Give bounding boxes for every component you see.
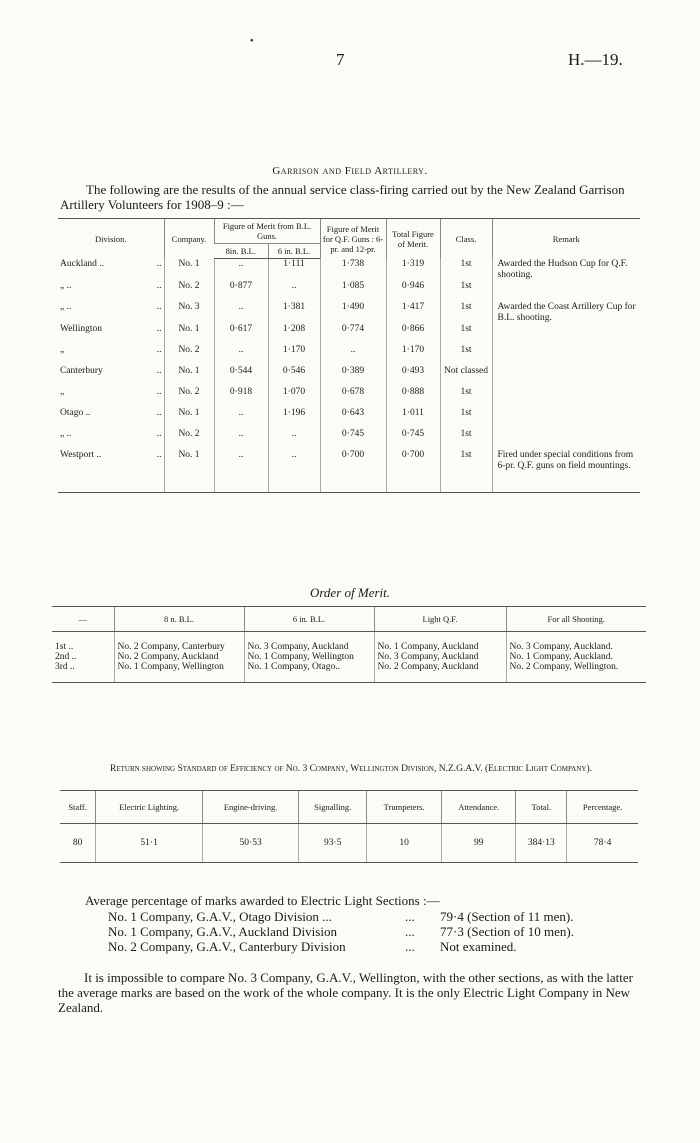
return-col-header: Attendance.: [442, 791, 516, 824]
leader-dots: ...: [405, 909, 415, 924]
qf-cell: ..: [320, 345, 386, 366]
return-value-cell: 99: [442, 824, 516, 863]
leader-dots: ..: [156, 407, 162, 418]
return-col-header: Percentage.: [567, 791, 638, 824]
table-row: [58, 324, 640, 345]
division-name: Wellington: [60, 323, 102, 334]
qf-cell: 0·389: [320, 366, 386, 387]
averages-title: Average percentage of marks awarded to Electric Light Sections :—: [85, 893, 440, 908]
table-row: [58, 366, 640, 387]
page-number: 7: [336, 50, 345, 69]
qf-cell: 0·700: [320, 450, 386, 493]
division-name: Auckland ..: [60, 258, 105, 269]
company-cell: No. 3: [164, 302, 214, 324]
return-value-cell: 93·5: [299, 824, 367, 863]
division-cell: [58, 408, 164, 429]
qf-cell: 0·745: [320, 429, 386, 450]
bl-6in-cell: 1·070: [268, 387, 320, 408]
remark-cell: [492, 281, 640, 302]
oom-all-cell: No. 3 Company, Auckland.: [506, 632, 646, 653]
average-value: Not examined.: [440, 939, 517, 954]
bl-8in-cell: ..: [214, 450, 268, 493]
intro-paragraph: The following are the results of the annual service class-firing carried out by the New Zealand Garrison Artillery Volunteers for 1908–9 :—: [60, 182, 625, 212]
class-cell: 1st: [440, 408, 492, 429]
bl-8in-cell: 0·877: [214, 281, 268, 302]
oom-8in-cell: No. 2 Company, Auckland: [114, 652, 244, 662]
results-table: [58, 218, 640, 493]
qf-cell: 1·738: [320, 259, 386, 281]
bl-6in-cell: 1·111: [268, 259, 320, 281]
division-cell: [58, 302, 164, 324]
leader-dots: ..: [156, 386, 162, 397]
bl-6in-cell: 1·170: [268, 345, 320, 366]
division-cell: [58, 345, 164, 366]
division-name: Westport ..: [60, 449, 102, 460]
bl-8in-cell: ..: [214, 408, 268, 429]
col-fom-bl: Figure of Merit from B.L. Guns.: [214, 219, 320, 244]
remark-cell: [492, 345, 640, 366]
remark-cell: [492, 429, 640, 450]
table-row: [52, 662, 646, 683]
return-value-cell: 78·4: [567, 824, 638, 863]
leader-dots: ..: [156, 323, 162, 334]
table-row: [58, 387, 640, 408]
table-row: [58, 345, 640, 366]
average-item: [108, 924, 574, 939]
bl-8in-cell: ..: [214, 345, 268, 366]
return-col-header: Trumpeters.: [367, 791, 442, 824]
bl-6in-cell: 1·208: [268, 324, 320, 345]
leader-dots: ..: [156, 344, 162, 355]
return-col-header: Electric Lighting.: [96, 791, 203, 824]
remark-cell: [492, 387, 640, 408]
total-cell: 0·700: [386, 450, 440, 493]
remark-cell: [492, 324, 640, 345]
company-cell: No. 2: [164, 345, 214, 366]
bl-6in-cell: 0·546: [268, 366, 320, 387]
division-cell: [58, 450, 164, 493]
oom-8in-cell: No. 1 Company, Wellington: [114, 662, 244, 683]
col-remark: Remark: [492, 219, 640, 259]
place-cell: 2nd ..: [55, 652, 77, 662]
bl-6in-cell: ..: [268, 450, 320, 493]
remark-cell: [492, 408, 640, 429]
oom-col-all: For all Shooting.: [506, 607, 646, 632]
oom-col-8in: 8 n. B.L.: [114, 607, 244, 632]
class-cell: 1st: [440, 281, 492, 302]
company-cell: No. 1: [164, 324, 214, 345]
class-cell: Not classed: [440, 366, 492, 387]
bl-6in-cell: 1·196: [268, 408, 320, 429]
return-col-header: Staff.: [60, 791, 96, 824]
division-name: Canterbury: [60, 365, 103, 376]
col-total: Total Figure of Merit.: [386, 219, 440, 259]
oom-qf-cell: No. 3 Company, Auckland: [374, 652, 506, 662]
bl-6in-cell: ..: [268, 429, 320, 450]
total-cell: 0·888: [386, 387, 440, 408]
division-cell: [58, 429, 164, 450]
division-cell: [58, 324, 164, 345]
oom-qf-cell: No. 1 Company, Auckland: [374, 632, 506, 653]
table-row: [52, 652, 646, 662]
average-value: 79·4 (Section of 11 men).: [440, 909, 574, 924]
qf-cell: 1·490: [320, 302, 386, 324]
total-cell: 1·170: [386, 345, 440, 366]
col-company: Company.: [164, 219, 214, 259]
average-unit: No. 1 Company, G.A.V., Otago Division ...: [108, 909, 332, 924]
col-bl-8in: 8in. B.L.: [214, 244, 268, 259]
return-table: [60, 790, 638, 863]
oom-6in-cell: No. 1 Company, Wellington: [244, 652, 374, 662]
return-value-cell: 51·1: [96, 824, 203, 863]
total-cell: 1·417: [386, 302, 440, 324]
remark-cell: Fired under special conditions from 6-pr. Q.F. guns on field mountings.: [492, 450, 640, 493]
bl-8in-cell: 0·544: [214, 366, 268, 387]
return-value-cell: 50·53: [203, 824, 299, 863]
division-cell: [58, 259, 164, 281]
table-row: [58, 408, 640, 429]
place-cell: 1st ..: [55, 642, 74, 652]
col-fom-qf: Figure of Merit for Q.F. Guns : 6-pr. and 12-pr.: [320, 219, 386, 259]
division-cell: [58, 281, 164, 302]
table-row: [52, 632, 646, 653]
qf-cell: 0·774: [320, 324, 386, 345]
division-name: „ ..: [60, 301, 72, 312]
company-cell: No. 2: [164, 281, 214, 302]
closing-paragraph: It is impossible to compare No. 3 Company, G.A.V., Wellington, with the other sections, as with the latter the average marks are based on the work of the whole company. It is the only Electric Light Company in New Zealand.: [58, 970, 633, 1015]
document-reference: H.—19.: [568, 50, 623, 69]
oom-qf-cell: No. 2 Company, Auckland: [374, 662, 506, 683]
total-cell: 0·866: [386, 324, 440, 345]
average-value: 77·3 (Section of 10 men).: [440, 924, 574, 939]
remark-cell: Awarded the Hudson Cup for Q.F. shooting.: [492, 259, 640, 281]
bl-8in-cell: 0·918: [214, 387, 268, 408]
total-cell: 0·745: [386, 429, 440, 450]
company-cell: No. 2: [164, 429, 214, 450]
leader-dots: ..: [156, 449, 162, 460]
order-of-merit-title: Order of Merit.: [309, 585, 391, 600]
col-division: Division.: [58, 219, 164, 259]
class-cell: 1st: [440, 302, 492, 324]
oom-6in-cell: No. 3 Company, Auckland: [244, 632, 374, 653]
oom-all-cell: No. 1 Company, Auckland.: [506, 652, 646, 662]
remark-cell: [492, 366, 640, 387]
leader-dots: ..: [156, 280, 162, 291]
averages-list: [108, 909, 574, 954]
qf-cell: 0·678: [320, 387, 386, 408]
class-cell: 1st: [440, 259, 492, 281]
table-row: [58, 281, 640, 302]
table-row: [58, 429, 640, 450]
oom-col-qf: Light Q.F.: [374, 607, 506, 632]
table-row: [58, 259, 640, 281]
class-cell: 1st: [440, 450, 492, 493]
division-cell: [58, 387, 164, 408]
leader-dots: ..: [156, 365, 162, 376]
leader-dots: ...: [405, 939, 415, 954]
total-cell: 1·011: [386, 408, 440, 429]
table-row: [58, 450, 640, 493]
remark-cell: Awarded the Coast Artillery Cup for B.L. shooting.: [492, 302, 640, 324]
leader-dots: ..: [156, 258, 162, 269]
stray-mark: •: [250, 36, 254, 47]
oom-8in-cell: No. 2 Company, Canterbury: [114, 632, 244, 653]
return-col-header: Signalling.: [299, 791, 367, 824]
return-value-cell: 80: [60, 824, 96, 863]
division-name: „: [60, 386, 65, 397]
bl-6in-cell: ..: [268, 281, 320, 302]
total-cell: 0·493: [386, 366, 440, 387]
average-unit: No. 1 Company, G.A.V., Auckland Division: [108, 924, 337, 939]
section-heading: Garrison and Field Artillery.: [272, 165, 428, 177]
class-cell: 1st: [440, 345, 492, 366]
total-cell: 1·319: [386, 259, 440, 281]
col-class: Class.: [440, 219, 492, 259]
class-cell: 1st: [440, 387, 492, 408]
oom-col-place: —: [52, 607, 114, 632]
oom-6in-cell: No. 1 Company, Otago..: [244, 662, 374, 683]
company-cell: No. 1: [164, 408, 214, 429]
return-value-cell: 384·13: [516, 824, 567, 863]
class-cell: 1st: [440, 429, 492, 450]
leader-dots: ..: [156, 428, 162, 439]
leader-dots: ..: [156, 301, 162, 312]
qf-cell: 0·643: [320, 408, 386, 429]
bl-8in-cell: ..: [214, 259, 268, 281]
company-cell: No. 2: [164, 387, 214, 408]
return-title: Return showing Standard of Efficiency of No. 3 Company, Wellington Division, N.Z.G.A.V. (Electric Light Company).: [110, 764, 592, 774]
bl-6in-cell: 1·381: [268, 302, 320, 324]
company-cell: No. 1: [164, 259, 214, 281]
division-cell: [58, 366, 164, 387]
oom-all-cell: No. 2 Company, Wellington.: [506, 662, 646, 683]
bl-8in-cell: ..: [214, 429, 268, 450]
division-name: „ ..: [60, 280, 72, 291]
company-cell: No. 1: [164, 366, 214, 387]
average-item: [108, 909, 574, 924]
return-value-cell: 10: [367, 824, 442, 863]
company-cell: No. 1: [164, 450, 214, 493]
average-unit: No. 2 Company, G.A.V., Canterbury Division: [108, 939, 346, 954]
division-name: „: [60, 344, 65, 355]
oom-col-6in: 6 in. B.L.: [244, 607, 374, 632]
table-row: [58, 302, 640, 324]
division-name: Otago ..: [60, 407, 91, 418]
order-of-merit-table: [52, 606, 646, 683]
qf-cell: 1·085: [320, 281, 386, 302]
bl-8in-cell: 0·617: [214, 324, 268, 345]
col-bl-6in: 6 in. B.L.: [268, 244, 320, 259]
class-cell: 1st: [440, 324, 492, 345]
place-cell: 3rd ..: [52, 662, 114, 683]
leader-dots: ...: [405, 924, 415, 939]
bl-8in-cell: ..: [214, 302, 268, 324]
return-col-header: Engine-driving.: [203, 791, 299, 824]
average-item: [108, 939, 574, 954]
division-name: „ ..: [60, 428, 72, 439]
return-col-header: Total.: [516, 791, 567, 824]
total-cell: 0·946: [386, 281, 440, 302]
